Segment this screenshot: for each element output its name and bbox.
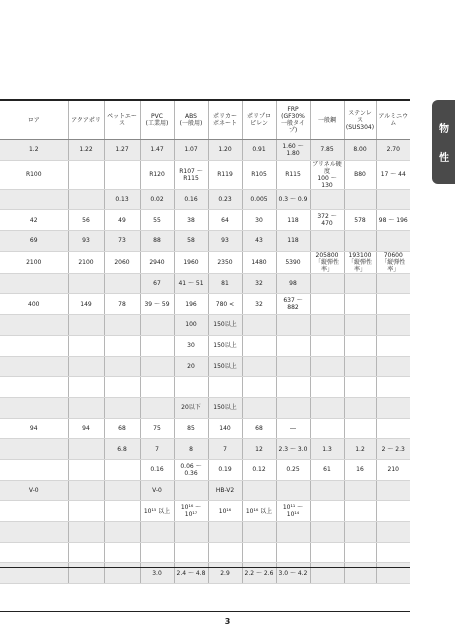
table-cell bbox=[0, 439, 68, 460]
table-cell bbox=[310, 356, 344, 377]
table-cell: 7.85 bbox=[310, 140, 344, 161]
table-cell bbox=[0, 273, 68, 294]
table-cell bbox=[68, 522, 104, 543]
table-cell: 3.0 ～ 4.2 bbox=[276, 563, 310, 584]
column-header: ペットエース bbox=[104, 101, 140, 140]
table-cell bbox=[68, 315, 104, 336]
table-cell: R107 ～ R115 bbox=[174, 160, 208, 189]
table-row bbox=[0, 439, 410, 460]
table-cell bbox=[0, 542, 68, 563]
table-cell bbox=[68, 377, 104, 398]
table-cell bbox=[208, 542, 242, 563]
table-cell bbox=[104, 356, 140, 377]
table-cell: R120 bbox=[140, 160, 174, 189]
table-cell: 1480 bbox=[242, 251, 276, 273]
table-cell: 1.2 bbox=[0, 140, 68, 161]
table-cell: 118 bbox=[276, 210, 310, 231]
table-cell bbox=[104, 335, 140, 356]
table-cell: 73 bbox=[104, 231, 140, 252]
table-cell: 16 bbox=[344, 459, 376, 480]
footer-rule bbox=[0, 611, 410, 612]
table-cell: 20 bbox=[174, 356, 208, 377]
table-cell bbox=[68, 335, 104, 356]
table-cell bbox=[310, 480, 344, 501]
table-cell: 100 bbox=[174, 315, 208, 336]
table-cell bbox=[242, 335, 276, 356]
table-cell bbox=[174, 377, 208, 398]
table-cell: 150以上 bbox=[208, 397, 242, 418]
table-cell: R100 bbox=[0, 160, 68, 189]
table-cell bbox=[310, 563, 344, 584]
header-row bbox=[0, 101, 410, 140]
table-row bbox=[0, 542, 410, 563]
table-cell: 64 bbox=[208, 210, 242, 231]
table-cell: 58 bbox=[174, 231, 208, 252]
table-row bbox=[0, 335, 410, 356]
table-cell bbox=[104, 480, 140, 501]
table-cell bbox=[276, 397, 310, 418]
table-cell: 0.06 ～ 0.36 bbox=[174, 459, 208, 480]
table-cell bbox=[276, 335, 310, 356]
table-cell: 205800 「縦弾性率」 bbox=[310, 251, 344, 273]
table-cell bbox=[140, 335, 174, 356]
table-cell: 149 bbox=[68, 294, 104, 315]
table-cell: 56 bbox=[68, 210, 104, 231]
table-cell bbox=[376, 480, 410, 501]
table-cell bbox=[344, 563, 376, 584]
table-cell: 0.13 bbox=[104, 189, 140, 210]
column-header: ロア bbox=[0, 101, 68, 140]
table-cell: 42 bbox=[0, 210, 68, 231]
table-cell bbox=[276, 315, 310, 336]
table-cell: 7 bbox=[208, 439, 242, 460]
table-cell: 10¹⁵ 以上 bbox=[140, 501, 174, 522]
table-row bbox=[0, 501, 410, 522]
table-cell: 0.91 bbox=[242, 140, 276, 161]
table-cell: ブリネル硬度 100 ～ 130 bbox=[310, 160, 344, 189]
table-body bbox=[0, 140, 410, 584]
table-cell bbox=[376, 397, 410, 418]
table-cell: 69 bbox=[0, 231, 68, 252]
table-cell: 0.12 bbox=[242, 459, 276, 480]
table-row bbox=[0, 397, 410, 418]
section-tab[interactable] bbox=[432, 100, 455, 184]
table-cell: 10¹⁶ 以上 bbox=[242, 501, 276, 522]
table-cell: 0.16 bbox=[174, 189, 208, 210]
table-row bbox=[0, 315, 410, 336]
table-cell bbox=[310, 189, 344, 210]
table-cell bbox=[376, 294, 410, 315]
table-cell bbox=[68, 563, 104, 584]
table-cell bbox=[344, 273, 376, 294]
table-cell: 1960 bbox=[174, 251, 208, 273]
table-row bbox=[0, 356, 410, 377]
table-cell: 8.00 bbox=[344, 140, 376, 161]
table-cell bbox=[140, 397, 174, 418]
table-cell bbox=[344, 356, 376, 377]
table-cell: 210 bbox=[376, 459, 410, 480]
table-cell: 17 ～ 44 bbox=[376, 160, 410, 189]
table-cell bbox=[140, 522, 174, 543]
table-cell: 41 ～ 51 bbox=[174, 273, 208, 294]
table-cell bbox=[0, 377, 68, 398]
table-cell: R119 bbox=[208, 160, 242, 189]
table-row bbox=[0, 294, 410, 315]
table-cell: R105 bbox=[242, 160, 276, 189]
table-cell bbox=[310, 273, 344, 294]
table-cell bbox=[140, 356, 174, 377]
table-cell: 2060 bbox=[104, 251, 140, 273]
table-cell bbox=[310, 501, 344, 522]
table-cell: 5390 bbox=[276, 251, 310, 273]
table-cell: 2.3 ～ 3.0 bbox=[276, 439, 310, 460]
table-cell bbox=[310, 335, 344, 356]
table-cell bbox=[310, 231, 344, 252]
table-cell bbox=[376, 189, 410, 210]
table-cell bbox=[376, 315, 410, 336]
table-row bbox=[0, 273, 410, 294]
table-cell bbox=[0, 563, 68, 584]
column-header: ポリカー ボネート bbox=[208, 101, 242, 140]
table-cell: 1.60 ～ 1.80 bbox=[276, 140, 310, 161]
table-cell: 88 bbox=[140, 231, 174, 252]
table-row bbox=[0, 480, 410, 501]
table-cell bbox=[310, 522, 344, 543]
table-cell bbox=[68, 356, 104, 377]
table-cell bbox=[242, 377, 276, 398]
table-cell: 150以上 bbox=[208, 335, 242, 356]
table-cell bbox=[310, 377, 344, 398]
table-cell bbox=[140, 315, 174, 336]
table-cell bbox=[104, 160, 140, 189]
table-cell bbox=[104, 315, 140, 336]
table-cell: 94 bbox=[68, 418, 104, 439]
table-cell: 43 bbox=[242, 231, 276, 252]
table-cell bbox=[344, 231, 376, 252]
table-cell: 637 ～ 882 bbox=[276, 294, 310, 315]
table-cell: 55 bbox=[140, 210, 174, 231]
table-cell bbox=[242, 542, 276, 563]
table-cell: 196 bbox=[174, 294, 208, 315]
table-cell: 94 bbox=[0, 418, 68, 439]
table-cell: 30 bbox=[242, 210, 276, 231]
table-cell: 10¹¹ ～ 10¹⁴ bbox=[276, 501, 310, 522]
table-row bbox=[0, 459, 410, 480]
table-cell bbox=[242, 356, 276, 377]
table-row bbox=[0, 189, 410, 210]
table-cell bbox=[376, 522, 410, 543]
table-row bbox=[0, 563, 410, 584]
table-cell: 2.4 ～ 4.8 bbox=[174, 563, 208, 584]
table-cell bbox=[104, 542, 140, 563]
table-cell: 0.005 bbox=[242, 189, 276, 210]
table-cell bbox=[376, 563, 410, 584]
table-cell: R115 bbox=[276, 160, 310, 189]
table-cell: 7 bbox=[140, 439, 174, 460]
table-cell bbox=[174, 480, 208, 501]
table-cell bbox=[140, 542, 174, 563]
table-row bbox=[0, 522, 410, 543]
table-cell: 140 bbox=[208, 418, 242, 439]
table-cell bbox=[276, 522, 310, 543]
table-cell bbox=[310, 294, 344, 315]
table-cell: V-0 bbox=[140, 480, 174, 501]
table-cell bbox=[104, 522, 140, 543]
table-cell bbox=[0, 189, 68, 210]
table-cell bbox=[174, 542, 208, 563]
table-cell bbox=[68, 189, 104, 210]
table-cell: 75 bbox=[140, 418, 174, 439]
table-cell bbox=[344, 418, 376, 439]
table-cell bbox=[0, 335, 68, 356]
table-cell bbox=[68, 459, 104, 480]
page-number: 3 bbox=[224, 617, 231, 626]
section-tab-char-1: 物 bbox=[439, 124, 449, 135]
table-cell: 49 bbox=[104, 210, 140, 231]
table-cell: 98 bbox=[276, 273, 310, 294]
table-cell bbox=[104, 501, 140, 522]
table-row bbox=[0, 251, 410, 273]
table-cell: 1.2 bbox=[344, 439, 376, 460]
table-cell bbox=[68, 160, 104, 189]
table-cell: 780 < bbox=[208, 294, 242, 315]
column-header: ポリプロ ピレン bbox=[242, 101, 276, 140]
table-cell: 32 bbox=[242, 273, 276, 294]
table-cell: 0.3 ～ 0.9 bbox=[276, 189, 310, 210]
column-header: PVC (工業用) bbox=[140, 101, 174, 140]
column-header: 一般鋼 bbox=[310, 101, 344, 140]
column-header: ABS (一般用) bbox=[174, 101, 208, 140]
table-cell: 2940 bbox=[140, 251, 174, 273]
table-cell bbox=[276, 356, 310, 377]
table-cell bbox=[376, 356, 410, 377]
table-cell: 2350 bbox=[208, 251, 242, 273]
table-cell bbox=[242, 315, 276, 336]
table-cell bbox=[0, 501, 68, 522]
table-cell bbox=[68, 439, 104, 460]
table-cell: V-0 bbox=[0, 480, 68, 501]
table-cell bbox=[0, 459, 68, 480]
table-cell bbox=[310, 397, 344, 418]
table-cell bbox=[104, 563, 140, 584]
table-cell bbox=[344, 335, 376, 356]
table-cell: B80 bbox=[344, 160, 376, 189]
table-cell bbox=[310, 542, 344, 563]
table-cell: 67 bbox=[140, 273, 174, 294]
table-cell bbox=[376, 542, 410, 563]
table-cell: 61 bbox=[310, 459, 344, 480]
table-cell: 1.27 bbox=[104, 140, 140, 161]
table-cell: 78 bbox=[104, 294, 140, 315]
column-header: FRP (GF30% 一般タイプ) bbox=[276, 101, 310, 140]
table-cell: 93 bbox=[68, 231, 104, 252]
table-cell bbox=[376, 418, 410, 439]
table-cell bbox=[344, 315, 376, 336]
table-cell: ― bbox=[276, 418, 310, 439]
table-cell: 0.25 bbox=[276, 459, 310, 480]
table-cell bbox=[68, 273, 104, 294]
table-row bbox=[0, 377, 410, 398]
table-cell: 93 bbox=[208, 231, 242, 252]
table-cell bbox=[344, 522, 376, 543]
column-header: ステンレス (SUS304) bbox=[344, 101, 376, 140]
table-cell: 81 bbox=[208, 273, 242, 294]
table-cell bbox=[0, 522, 68, 543]
column-header: アクアポリ bbox=[68, 101, 104, 140]
table-cell: 150以上 bbox=[208, 315, 242, 336]
table-cell bbox=[344, 294, 376, 315]
table-cell: 400 bbox=[0, 294, 68, 315]
table-cell: 150以上 bbox=[208, 356, 242, 377]
table-cell: 30 bbox=[174, 335, 208, 356]
table-cell bbox=[276, 480, 310, 501]
table-cell bbox=[104, 273, 140, 294]
table-cell: 2100 bbox=[68, 251, 104, 273]
table-cell: 372 ～ 470 bbox=[310, 210, 344, 231]
table-cell bbox=[68, 480, 104, 501]
table-cell bbox=[104, 377, 140, 398]
table-cell: HB-V2 bbox=[208, 480, 242, 501]
table-cell bbox=[344, 501, 376, 522]
section-tab-char-2: 性 bbox=[439, 153, 449, 164]
table-cell bbox=[376, 377, 410, 398]
table-row bbox=[0, 231, 410, 252]
table-cell: 1.47 bbox=[140, 140, 174, 161]
table-cell: 2 ～ 2.3 bbox=[376, 439, 410, 460]
table-cell: 2.9 bbox=[208, 563, 242, 584]
table-cell bbox=[174, 522, 208, 543]
table-cell: 8 bbox=[174, 439, 208, 460]
table-row bbox=[0, 160, 410, 189]
table-cell bbox=[104, 397, 140, 418]
table-cell bbox=[276, 377, 310, 398]
table-bottom-rule bbox=[0, 567, 410, 568]
table-cell bbox=[310, 418, 344, 439]
table-row bbox=[0, 140, 410, 161]
table-cell: 1.07 bbox=[174, 140, 208, 161]
table-cell: 193100 「縦弾性率」 bbox=[344, 251, 376, 273]
table-cell bbox=[242, 480, 276, 501]
table-cell: 10¹⁶ ～ 10¹⁷ bbox=[174, 501, 208, 522]
table-cell bbox=[208, 377, 242, 398]
table-cell bbox=[344, 542, 376, 563]
table-cell bbox=[242, 397, 276, 418]
table-cell bbox=[376, 501, 410, 522]
table-cell bbox=[68, 397, 104, 418]
table-cell: 39 ～ 59 bbox=[140, 294, 174, 315]
table-cell bbox=[344, 397, 376, 418]
table-cell: 578 bbox=[344, 210, 376, 231]
table-cell: 1.22 bbox=[68, 140, 104, 161]
table-cell bbox=[276, 542, 310, 563]
table-cell: 10¹⁶ bbox=[208, 501, 242, 522]
table-cell: 68 bbox=[242, 418, 276, 439]
table-cell: 98 ～ 196 bbox=[376, 210, 410, 231]
table-cell: 70600 「縦弾性率」 bbox=[376, 251, 410, 273]
table-cell bbox=[344, 377, 376, 398]
table-cell bbox=[104, 459, 140, 480]
table-row bbox=[0, 210, 410, 231]
table-cell: 68 bbox=[104, 418, 140, 439]
table-cell bbox=[0, 397, 68, 418]
table-cell: 0.19 bbox=[208, 459, 242, 480]
table-cell bbox=[242, 522, 276, 543]
column-header: アルミニウム bbox=[376, 101, 410, 140]
table-cell: 2.2 ～ 2.6 bbox=[242, 563, 276, 584]
table-cell: 0.02 bbox=[140, 189, 174, 210]
properties-table bbox=[0, 101, 410, 584]
table-cell: 2100 bbox=[0, 251, 68, 273]
table-cell: 0.23 bbox=[208, 189, 242, 210]
table-cell bbox=[376, 273, 410, 294]
table-cell bbox=[68, 501, 104, 522]
table-cell: 85 bbox=[174, 418, 208, 439]
table-cell: 0.16 bbox=[140, 459, 174, 480]
table-cell bbox=[344, 480, 376, 501]
table-cell bbox=[344, 189, 376, 210]
table-cell: 12 bbox=[242, 439, 276, 460]
table-cell bbox=[68, 542, 104, 563]
table-cell bbox=[140, 377, 174, 398]
table-cell: 3.0 bbox=[140, 563, 174, 584]
table-cell bbox=[0, 315, 68, 336]
table-cell: 32 bbox=[242, 294, 276, 315]
table-cell: 1.3 bbox=[310, 439, 344, 460]
table-cell: 6.8 bbox=[104, 439, 140, 460]
table-cell bbox=[0, 356, 68, 377]
table-cell bbox=[376, 231, 410, 252]
table-cell: 118 bbox=[276, 231, 310, 252]
table-cell: 2.70 bbox=[376, 140, 410, 161]
table-cell bbox=[310, 315, 344, 336]
table-cell bbox=[208, 522, 242, 543]
table-cell: 38 bbox=[174, 210, 208, 231]
table-cell bbox=[376, 335, 410, 356]
table-row bbox=[0, 418, 410, 439]
table-cell: 1.20 bbox=[208, 140, 242, 161]
table-cell: 20以下 bbox=[174, 397, 208, 418]
